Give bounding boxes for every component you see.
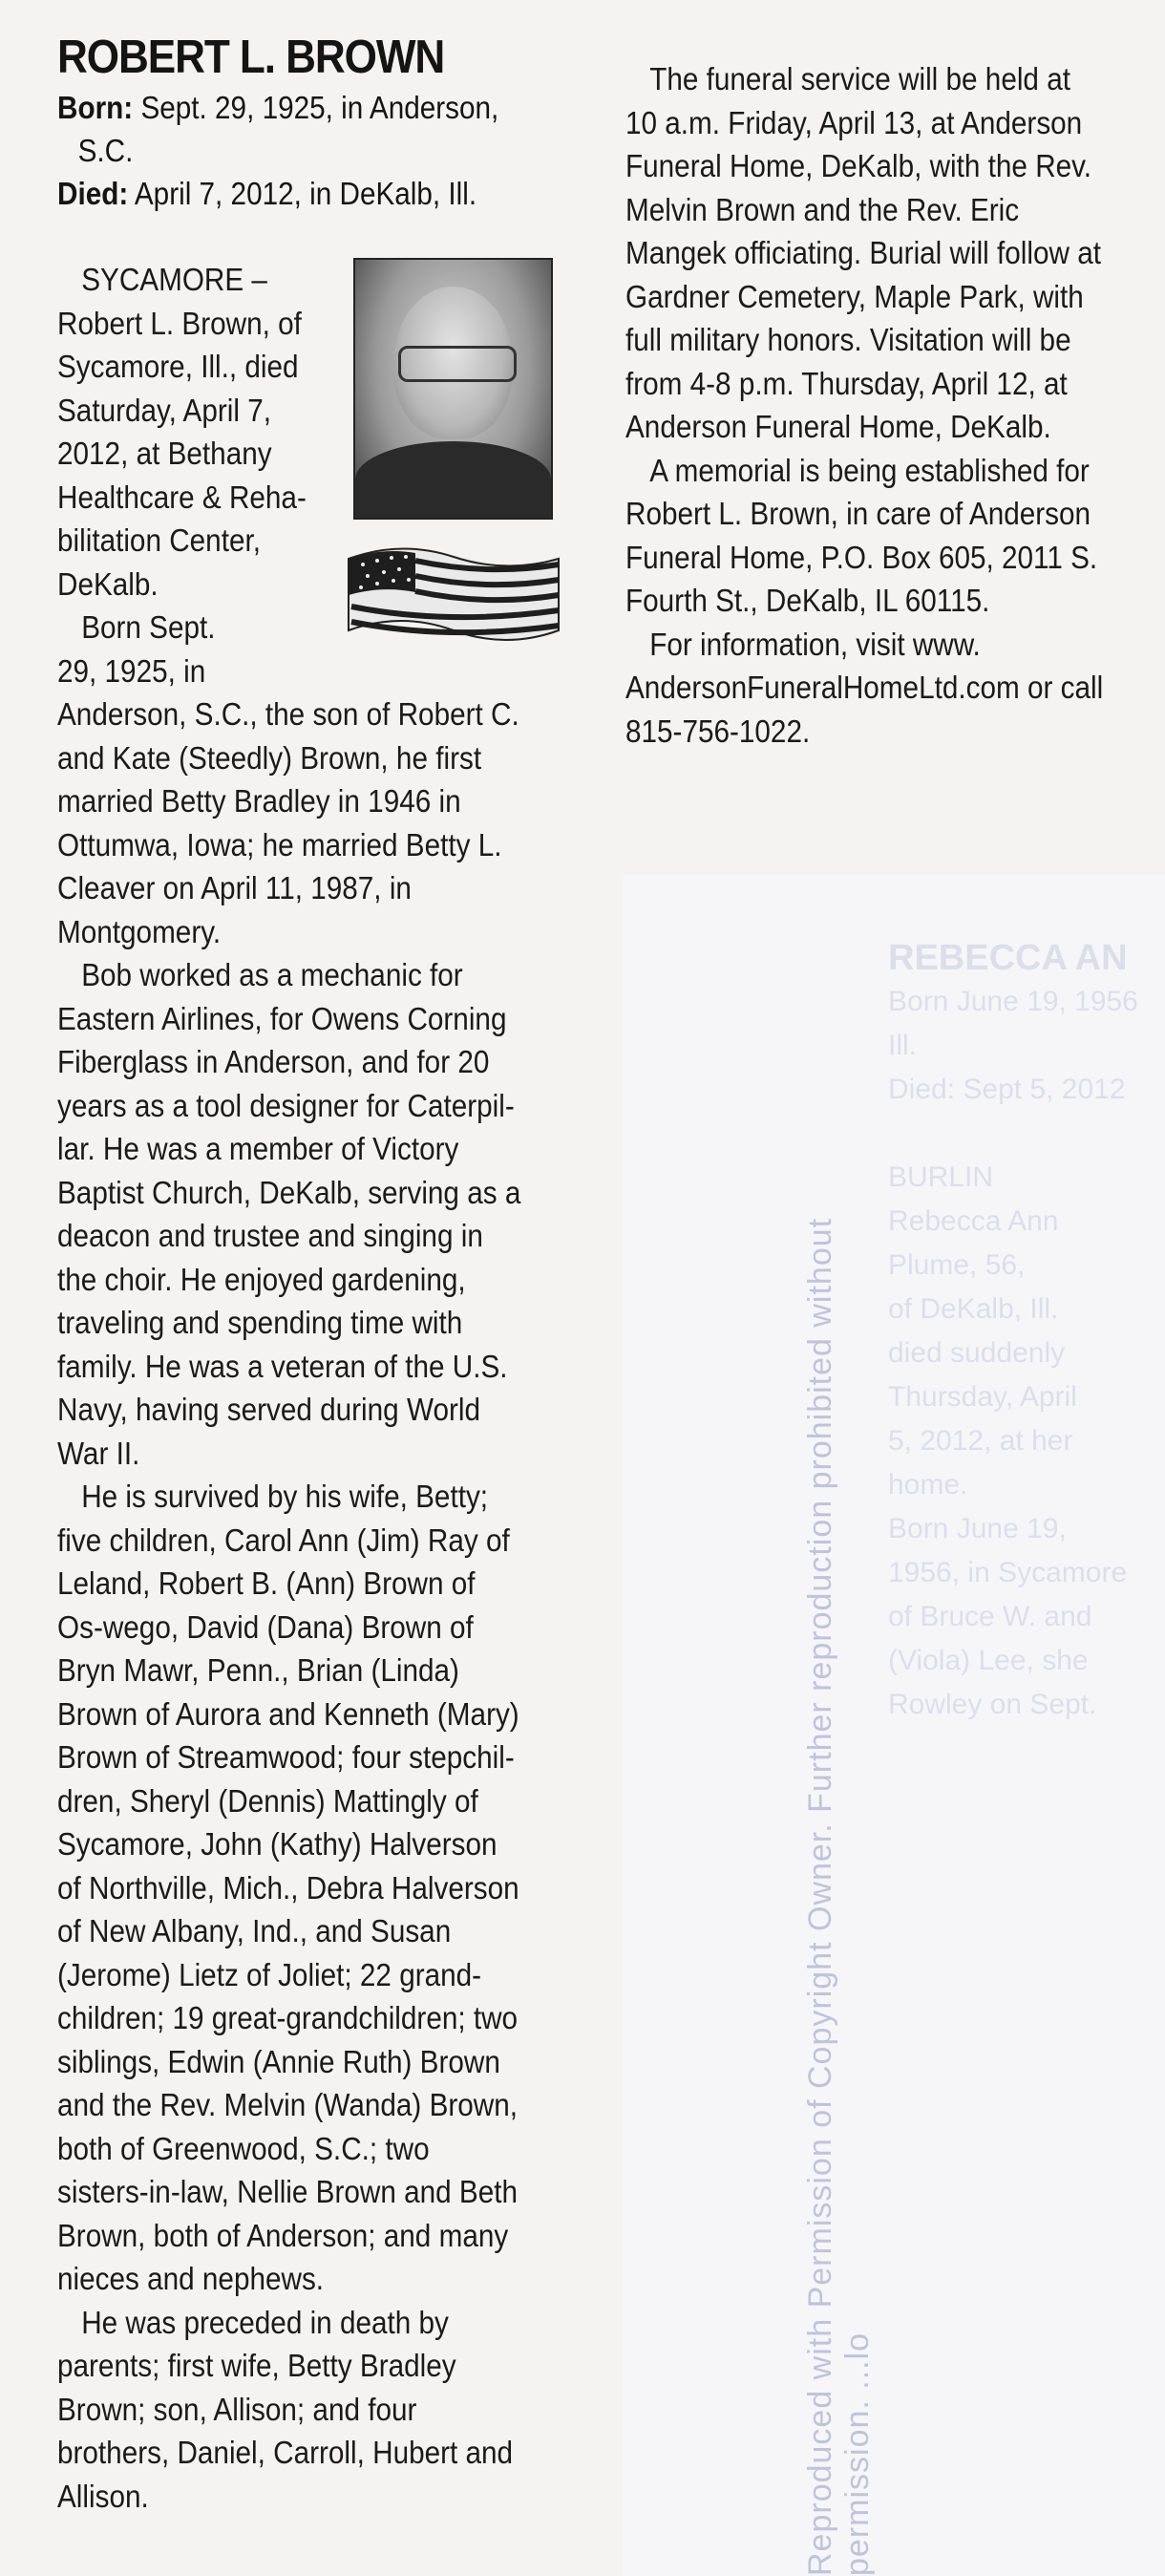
right-column	[625, 57, 1160, 753]
wrapped-intro-line: Healthcare & Reha-	[57, 479, 307, 515]
american-flag-icon	[344, 540, 563, 649]
birth-paragraph-rest: Anderson, S.C., the son of Robert C. and Kate (Steedly) Brown, he first married Betty Bradley in 1946 in Ottumwa, Iowa; he married Betty L. Cleaver on April 11, 1987, in Montgomery.	[57, 696, 519, 949]
bleed-through-line: BURLIN	[888, 1161, 994, 1193]
bleed-through-line: (Viola) Lee, she	[888, 1645, 1089, 1676]
bleed-through-line: of DeKalb, Ill.	[888, 1293, 1059, 1325]
wrapped-intro-line: Saturday, April 7,	[57, 392, 271, 428]
born-line	[57, 86, 521, 172]
bleed-through-line: home.	[888, 1469, 968, 1501]
wrapped-intro-line: bilitation Center,	[57, 522, 261, 558]
obituary-name: ROBERT L. BROWN	[57, 32, 445, 83]
bleed-through-line: Rebecca Ann	[888, 1205, 1059, 1237]
bleed-through-line: Rowley on Sept.	[888, 1689, 1097, 1720]
wrapped-intro-lines	[57, 258, 315, 692]
bleed-through-line: Thursday, April	[888, 1381, 1077, 1413]
survived-paragraph: He is survived by his wife, Betty; five children, Carol Ann (Jim) Ray of Leland, Robert B. (Ann) Brown of Os-wego, David (Dana) Brown of Bryn Mawr, Penn., Brian (Linda) Brown of Aurora and Kenneth (Mary) Brown of Streamwood; four stepchil-dren, Sheryl (Dennis) Mattingly of Sycamore, John (Kathy) Halverson of Northville, Mich., Debra Halverson of New Albany, Ind., and Susan (Jerome) Lietz of Joliet; 22 grand-children; 19 great-grandchildren; two siblings, Edwin (Annie Ruth) Brown and the Rev. Melvin (Wanda) Brown, both of Greenwood, S.C.; two sisters-in-law, Nellie Brown and Beth Brown, both of Anderson; and many nieces and nephews.	[57, 1479, 519, 2296]
died-label: Died:	[57, 176, 129, 211]
work-paragraph: Bob worked as a mechanic for Eastern Airlines, for Owens Corning Fiberglass in Anderson, and for 20 years as a tool designer for Caterpil-lar. He was a member of Victory Baptist Church, DeKalb, serving as a deacon and trustee and singing in the choir. He enjoyed gardening, traveling and spending time with family. He was a veteran of the U.S. Navy, having served during World War II.	[57, 957, 521, 1471]
bleed-through-line: Born June 19, 1956	[888, 986, 1138, 1017]
bleed-through-text	[888, 936, 1165, 1727]
memorial-paragraph: A memorial is being established for Robert L. Brown, in care of Anderson Funeral Home, P.O. Box 605, 2011 S. Fourth St., DeKalb, IL 60115.	[625, 452, 1098, 618]
bleed-through-line: Born June 19,	[888, 1513, 1067, 1544]
portrait-shoulders	[355, 441, 551, 518]
left-column	[57, 29, 573, 2518]
bleed-through-line: Plume, 56,	[888, 1249, 1026, 1281]
died-value: April 7, 2012, in DeKalb, Ill.	[134, 176, 477, 211]
left-body	[57, 692, 521, 2518]
bleed-through-line: died suddenly	[888, 1337, 1066, 1369]
bleed-through-lines	[888, 980, 1165, 1727]
wrapped-intro	[57, 258, 315, 692]
bleed-through-line: Ill.	[888, 1030, 917, 1061]
bleed-through-line: Died: Sept 5, 2012	[888, 1074, 1126, 1105]
bleed-through-title: REBECCA AN	[888, 938, 1128, 978]
preceded-paragraph: He was preceded in death by parents; first wife, Betty Bradley Brown; son, Allison; and four brothers, Daniel, Carroll, Hubert and Allison.	[57, 2304, 514, 2514]
bleed-through-line: 1956, in Sycamore	[888, 1557, 1128, 1588]
portrait-photo	[353, 258, 553, 520]
wrapped-intro-line: Sycamore, Ill., died	[57, 349, 299, 384]
died-line	[57, 172, 521, 215]
wrapped-intro-line: SYCAMORE –	[81, 262, 267, 297]
info-paragraph: For information, visit www. AndersonFuneralHomeLtd.com or call 815-756-1022.	[625, 626, 1104, 749]
wrapped-intro-line: Born Sept.	[81, 609, 216, 645]
bleed-through-line	[888, 1112, 1165, 1156]
wrapped-intro-line: Robert L. Brown, of	[57, 305, 302, 341]
born-label: Born:	[57, 90, 134, 125]
service-paragraph: The funeral service will be held at 10 a.m. Friday, April 13, at Anderson Funeral Home, DeKalb, with the Rev. Melvin Brown and the Rev. Eric Mangek officiating. Burial will follow at Gardner Cemetery, Maple Park, with full military honors. Visitation will be from 4-8 p.m. Thursday, April 12, at Anderson Funeral Home, DeKalb.	[625, 61, 1101, 444]
wrapped-intro-line: 29, 1925, in	[57, 652, 206, 689]
born-value: Sept. 29, 1925, in Anderson,	[140, 90, 499, 125]
wrapped-intro-line: DeKalb.	[57, 565, 159, 602]
bleed-through-vertical-text: Reproduced with Permission of Copyright Owner. Further reproduction prohibited without permission. ...lo	[802, 1217, 876, 2576]
right-body	[625, 57, 1107, 753]
born-value-continued: S.C.	[77, 133, 134, 168]
photo-wrap-area	[57, 258, 573, 692]
portrait-glasses	[398, 346, 517, 382]
wrapped-intro-line: 2012, at Bethany	[57, 436, 272, 471]
birth-death-block	[57, 86, 521, 215]
bleed-through-line: of Bruce W. and	[888, 1601, 1092, 1632]
bleed-through-line: 5, 2012, at her	[888, 1425, 1073, 1457]
